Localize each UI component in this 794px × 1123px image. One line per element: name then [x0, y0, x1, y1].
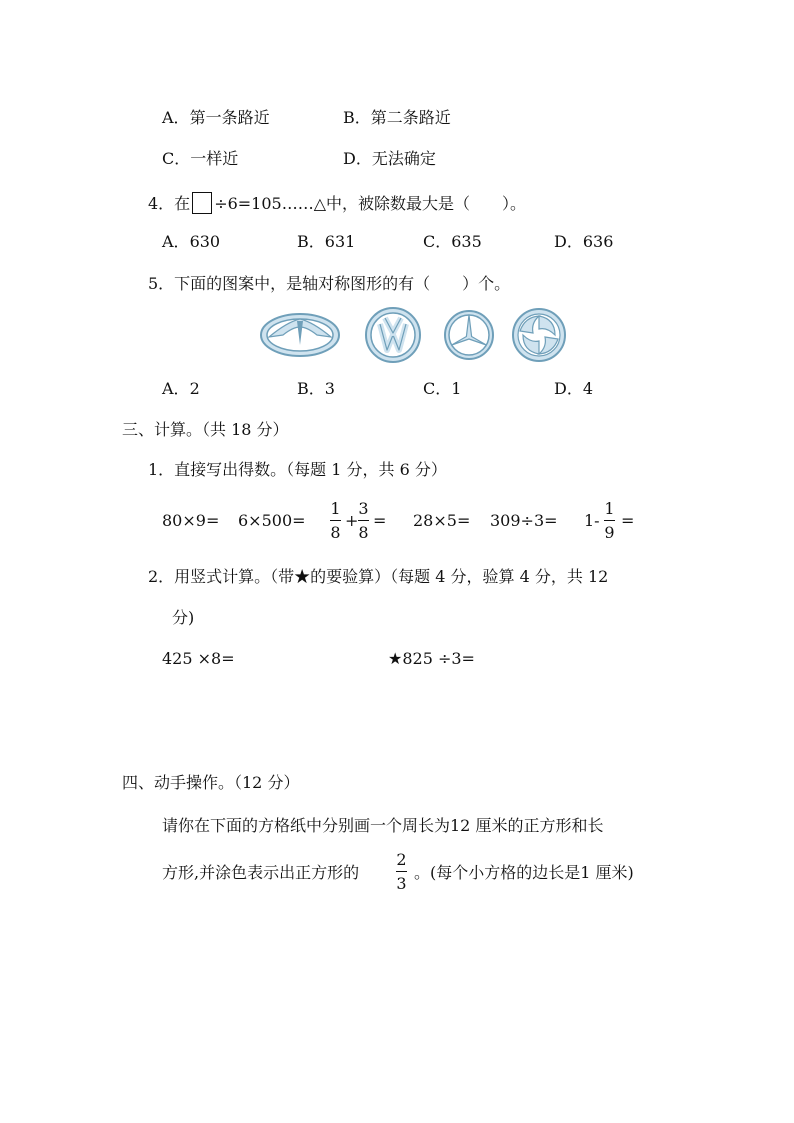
option-letter: B．: [297, 379, 325, 398]
vertical-calc-1: 425 ×8=: [162, 649, 235, 668]
fraction-bar: [396, 871, 407, 872]
blank-box: [192, 192, 212, 214]
volkswagen-logo: [364, 306, 422, 364]
q4-stem: [148, 192, 526, 214]
numerator: 1: [604, 499, 615, 518]
option-text: 636: [582, 232, 614, 251]
denominator: 8: [330, 523, 341, 542]
section-3-title: 三、计算。（共 18 分）: [122, 420, 289, 439]
calc-2: 6×500=: [238, 511, 306, 530]
fraction: [396, 852, 407, 892]
option-letter: A．: [162, 232, 190, 251]
q3-option-a: [162, 110, 270, 126]
option-text: 2: [189, 379, 200, 398]
numerator: 3: [358, 499, 369, 518]
option-letter: D．: [554, 379, 583, 398]
option-text: 4: [582, 379, 594, 398]
q5-option-a: [162, 381, 200, 397]
q5-option-b: [297, 381, 335, 397]
fraction-bar: [358, 520, 369, 521]
fraction: [358, 501, 369, 541]
numerator: 1: [330, 499, 341, 518]
fraction-bar: [604, 520, 615, 521]
option-text: 630: [189, 232, 221, 251]
q3-option-d: [343, 151, 436, 167]
fraction: [604, 501, 615, 541]
calc-6-lead: 1-: [584, 511, 600, 530]
q4-option-c: [423, 234, 482, 250]
instruction-text: 方形,并涂色表示出正方形的: [162, 863, 360, 882]
calc-5: 309÷3=: [490, 511, 558, 530]
denominator: 8: [358, 523, 369, 542]
fraction: [330, 501, 341, 541]
q3-option-b: [343, 110, 451, 126]
option-text: 第一条路近: [189, 108, 270, 127]
part-1-title: 1．直接写出得数。（每题 1 分，共 6 分）: [148, 460, 447, 479]
denominator: 9: [604, 523, 615, 542]
option-letter: A．: [162, 108, 190, 127]
calc-4: 28×5=: [413, 511, 471, 530]
calc-1: 80×9=: [162, 511, 220, 530]
option-letter: D．: [343, 149, 372, 168]
option-text: 3: [324, 379, 335, 398]
numerator: 2: [396, 850, 407, 869]
part-2-title: 2．用竖式计算。（带★的要验算）（每题 4 分，验算 4 分，共 12: [148, 567, 609, 586]
q4-option-a: [162, 234, 220, 250]
fraction-bar: [330, 520, 341, 521]
q5-option-c: [423, 381, 461, 397]
mercedes-logo: [443, 309, 495, 361]
option-text: 631: [324, 232, 356, 251]
option-letter: C．: [162, 149, 191, 168]
option-text: 无法确定: [371, 149, 436, 168]
q3-option-c: [162, 151, 238, 167]
option-text: 635: [451, 232, 482, 251]
equals-sign: =: [621, 511, 635, 530]
option-letter: A．: [162, 379, 190, 398]
q4-suffix: ÷6=105……△中，被除数最大是（ ）。: [214, 194, 527, 213]
infiniti-logo: [259, 312, 341, 358]
option-text: 1: [451, 379, 462, 398]
dongfeng-logo: [511, 307, 567, 363]
option-letter: B．: [297, 232, 325, 251]
option-letter: C．: [423, 232, 452, 251]
equals-sign: =: [373, 511, 387, 530]
option-text: 第二条路近: [370, 108, 451, 127]
part-2-title-cont: 分): [172, 608, 195, 627]
vertical-calc-2: ★825 ÷3=: [388, 649, 475, 668]
plus-sign: +: [345, 511, 359, 530]
option-letter: B．: [343, 108, 371, 127]
section-4-instruction-line1: 请你在下面的方格纸中分别画一个周长为12 厘米的正方形和长: [162, 816, 604, 835]
denominator: 3: [396, 874, 407, 893]
q5-option-d: [554, 381, 593, 397]
q4-prefix: 4．在: [148, 194, 191, 213]
q5-stem: 5．下面的图案中，是轴对称图形的有（ ）个。: [148, 274, 511, 293]
option-text: 一样近: [190, 149, 239, 168]
q4-option-d: [554, 234, 613, 250]
instruction-text: 。(每个小方格的边长是1 厘米): [414, 863, 634, 882]
option-letter: D．: [554, 232, 583, 251]
option-letter: C．: [423, 379, 452, 398]
q4-option-b: [297, 234, 355, 250]
section-4-title: 四、动手操作。（12 分）: [122, 773, 300, 792]
